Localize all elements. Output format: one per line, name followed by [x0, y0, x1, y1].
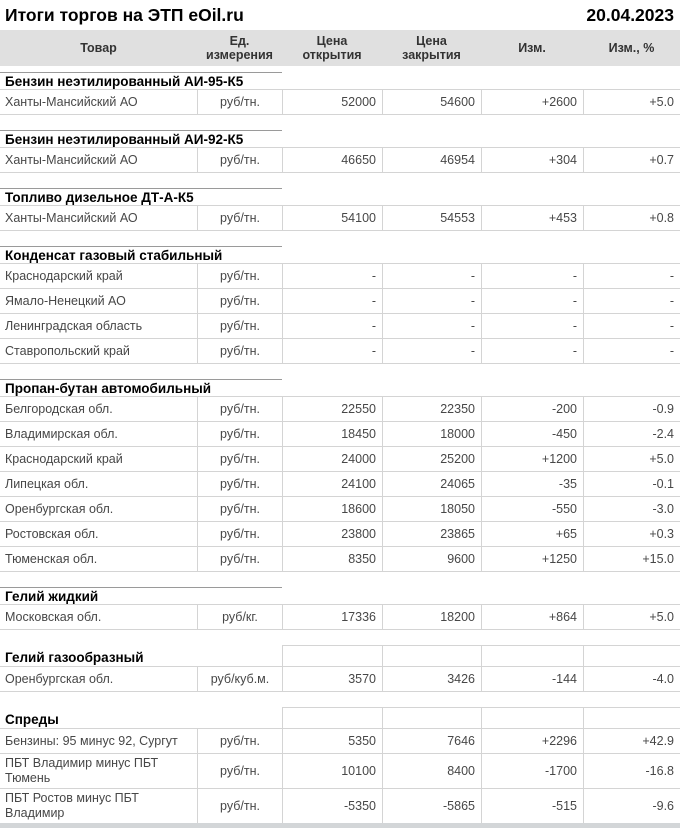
- section-top-border: [0, 246, 282, 247]
- open-price-cell: 54100: [282, 206, 382, 230]
- section: [0, 645, 680, 692]
- change-pct-cell: +0.8: [583, 206, 680, 230]
- unit-cell: руб/тн.: [197, 754, 282, 788]
- close-price-cell: 23865: [382, 522, 481, 546]
- table-row: [0, 789, 680, 824]
- product-cell: Тюменская обл.: [5, 551, 98, 566]
- close-price-cell: 54600: [382, 90, 481, 114]
- section-top-border: [0, 130, 282, 131]
- open-price-cell: 22550: [282, 397, 382, 421]
- change-cell: +2296: [481, 729, 583, 753]
- close-price-cell: 18000: [382, 422, 481, 446]
- product-cell: Оренбургская обл.: [5, 501, 114, 516]
- change-cell: +864: [481, 605, 583, 629]
- column-header-product: Товар: [80, 41, 117, 55]
- change-pct-cell: -2.4: [583, 422, 680, 446]
- product-cell: ПБТ Ростов минус ПБТ Владимир: [5, 791, 139, 820]
- title-bar: [0, 0, 680, 30]
- column-header-change-pct: Изм., %: [608, 41, 655, 55]
- unit-cell: руб/тн.: [197, 497, 282, 521]
- close-price-cell: 3426: [382, 667, 481, 691]
- table-row: [0, 339, 680, 364]
- change-pct-cell: -16.8: [583, 754, 680, 788]
- results-table: [0, 72, 680, 824]
- unit-cell: руб/тн.: [197, 148, 282, 172]
- change-cell: +1250: [481, 547, 583, 571]
- section: [0, 587, 680, 630]
- product-cell: Ростовская обл.: [5, 526, 99, 541]
- unit-cell: руб/тн.: [197, 314, 282, 338]
- section: [0, 130, 680, 173]
- open-price-cell: -: [282, 339, 382, 363]
- open-price-cell: 18450: [282, 422, 382, 446]
- table-row: [0, 314, 680, 339]
- section-header-row: [0, 645, 680, 666]
- unit-cell: руб/тн.: [197, 90, 282, 114]
- close-price-cell: 8400: [382, 754, 481, 788]
- unit-cell: руб/тн.: [197, 472, 282, 496]
- section-title: Конденсат газовый стабильный: [5, 248, 223, 263]
- section-header-row: [0, 72, 680, 89]
- unit-cell: руб/куб.м.: [197, 667, 282, 691]
- close-price-cell: -: [382, 339, 481, 363]
- change-pct-cell: -0.1: [583, 472, 680, 496]
- product-cell: Ханты-Мансийский АО: [5, 152, 138, 167]
- section-header-row: [0, 130, 680, 147]
- open-price-cell: -: [282, 314, 382, 338]
- table-row: [0, 547, 680, 572]
- change-cell: -200: [481, 397, 583, 421]
- table-row: [0, 90, 680, 115]
- section-top-border: [0, 188, 282, 189]
- column-header-open-price: Цена открытия: [302, 34, 362, 62]
- open-price-cell: 52000: [282, 90, 382, 114]
- change-pct-cell: -: [583, 264, 680, 288]
- section-title: Бензин неэтилированный АИ-95-К5: [5, 74, 244, 89]
- section-rows: [0, 728, 680, 824]
- unit-cell: руб/тн.: [197, 522, 282, 546]
- section-header-empty-cell: [382, 707, 481, 728]
- table-row: [0, 729, 680, 754]
- product-cell: Белгородская обл.: [5, 401, 113, 416]
- section-header-empty-cell: [583, 707, 680, 728]
- open-price-cell: 17336: [282, 605, 382, 629]
- unit-cell: руб/тн.: [197, 397, 282, 421]
- table-column-header: [0, 30, 680, 66]
- table-row: [0, 754, 680, 789]
- section-top-border: [0, 587, 282, 588]
- close-price-cell: 24065: [382, 472, 481, 496]
- change-cell: -450: [481, 422, 583, 446]
- change-pct-cell: +15.0: [583, 547, 680, 571]
- table-row: [0, 148, 680, 173]
- product-cell: Липецкая обл.: [5, 476, 89, 491]
- table-row: [0, 264, 680, 289]
- change-cell: +1200: [481, 447, 583, 471]
- change-cell: -550: [481, 497, 583, 521]
- close-price-cell: 54553: [382, 206, 481, 230]
- section-top-border: [0, 379, 282, 380]
- table-row: [0, 422, 680, 447]
- open-price-cell: -: [282, 289, 382, 313]
- change-cell: -: [481, 314, 583, 338]
- section-title: Гелий жидкий: [5, 589, 99, 604]
- unit-cell: руб/тн.: [197, 547, 282, 571]
- close-price-cell: -5865: [382, 789, 481, 823]
- change-pct-cell: +0.3: [583, 522, 680, 546]
- product-cell: Ханты-Мансийский АО: [5, 210, 138, 225]
- section: [0, 379, 680, 572]
- open-price-cell: 46650: [282, 148, 382, 172]
- column-header-close-price: Цена закрытия: [402, 34, 461, 62]
- table-row: [0, 667, 680, 692]
- unit-cell: руб/тн.: [197, 729, 282, 753]
- open-price-cell: -5350: [282, 789, 382, 823]
- section: [0, 707, 680, 824]
- section-rows: [0, 263, 680, 364]
- close-price-cell: 18050: [382, 497, 481, 521]
- section-title: Спреды: [5, 712, 59, 727]
- product-cell: Оренбургская обл.: [5, 671, 114, 686]
- unit-cell: руб/тн.: [197, 339, 282, 363]
- section-rows: [0, 604, 680, 630]
- close-price-cell: 18200: [382, 605, 481, 629]
- open-price-cell: 8350: [282, 547, 382, 571]
- open-price-cell: 23800: [282, 522, 382, 546]
- section-header-row: [0, 587, 680, 604]
- section-rows: [0, 666, 680, 692]
- section-header-empty-cell: [481, 645, 583, 666]
- product-cell: ПБТ Владимир минус ПБТ Тюмень: [5, 756, 159, 785]
- open-price-cell: -: [282, 264, 382, 288]
- section-rows: [0, 396, 680, 572]
- section-header-empty-cell: [282, 707, 382, 728]
- section-title: Гелий газообразный: [5, 650, 144, 665]
- change-cell: -: [481, 289, 583, 313]
- section-header-empty-cell: [282, 645, 382, 666]
- table-row: [0, 522, 680, 547]
- unit-cell: руб/тн.: [197, 264, 282, 288]
- section-header-empty-cell: [583, 645, 680, 666]
- change-pct-cell: -: [583, 314, 680, 338]
- table-row: [0, 206, 680, 231]
- product-cell: Московская обл.: [5, 609, 102, 624]
- close-price-cell: 7646: [382, 729, 481, 753]
- table-row: [0, 605, 680, 630]
- section-header-row: [0, 246, 680, 263]
- unit-cell: руб/кг.: [197, 605, 282, 629]
- bottom-edge-bar: [0, 823, 680, 828]
- close-price-cell: -: [382, 264, 481, 288]
- table-row: [0, 497, 680, 522]
- product-cell: Ямало-Ненецкий АО: [5, 293, 126, 308]
- section-header-empty-cell: [481, 707, 583, 728]
- unit-cell: руб/тн.: [197, 447, 282, 471]
- product-cell: Владимирская обл.: [5, 426, 118, 441]
- change-cell: -144: [481, 667, 583, 691]
- change-pct-cell: +5.0: [583, 90, 680, 114]
- change-cell: -515: [481, 789, 583, 823]
- section-title: Пропан-бутан автомобильный: [5, 381, 212, 396]
- page-title: Итоги торгов на ЭТП eOil.ru: [5, 5, 244, 25]
- section-rows: [0, 89, 680, 115]
- section-header-empty-cell: [382, 645, 481, 666]
- change-cell: +65: [481, 522, 583, 546]
- unit-cell: руб/тн.: [197, 206, 282, 230]
- table-row: [0, 472, 680, 497]
- open-price-cell: 3570: [282, 667, 382, 691]
- change-pct-cell: +5.0: [583, 447, 680, 471]
- change-pct-cell: -: [583, 289, 680, 313]
- change-pct-cell: -9.6: [583, 789, 680, 823]
- section-header-row: [0, 707, 680, 728]
- column-header-change: Изм.: [518, 41, 546, 55]
- change-cell: -35: [481, 472, 583, 496]
- section-header-row: [0, 379, 680, 396]
- section: [0, 72, 680, 115]
- unit-cell: руб/тн.: [197, 789, 282, 823]
- change-pct-cell: -4.0: [583, 667, 680, 691]
- change-cell: +2600: [481, 90, 583, 114]
- close-price-cell: 46954: [382, 148, 481, 172]
- close-price-cell: 22350: [382, 397, 481, 421]
- change-cell: -1700: [481, 754, 583, 788]
- open-price-cell: 5350: [282, 729, 382, 753]
- section: [0, 246, 680, 364]
- product-cell: Ленинградская область: [5, 318, 143, 333]
- section-rows: [0, 147, 680, 173]
- unit-cell: руб/тн.: [197, 422, 282, 446]
- change-cell: +304: [481, 148, 583, 172]
- close-price-cell: 9600: [382, 547, 481, 571]
- close-price-cell: -: [382, 289, 481, 313]
- table-row: [0, 289, 680, 314]
- product-cell: Ханты-Мансийский АО: [5, 94, 138, 109]
- product-cell: Бензины: 95 минус 92, Сургут: [5, 733, 178, 748]
- close-price-cell: -: [382, 314, 481, 338]
- section-title: Топливо дизельное ДТ-А-К5: [5, 190, 194, 205]
- open-price-cell: 10100: [282, 754, 382, 788]
- open-price-cell: 18600: [282, 497, 382, 521]
- open-price-cell: 24000: [282, 447, 382, 471]
- section-top-border: [0, 72, 282, 73]
- column-header-unit: Ед. измерения: [206, 34, 273, 62]
- open-price-cell: 24100: [282, 472, 382, 496]
- unit-cell: руб/тн.: [197, 289, 282, 313]
- close-price-cell: 25200: [382, 447, 481, 471]
- table-row: [0, 397, 680, 422]
- product-cell: Ставропольский край: [5, 343, 130, 358]
- section-rows: [0, 205, 680, 231]
- product-cell: Краснодарский край: [5, 268, 123, 283]
- report-date: 20.04.2023: [586, 5, 674, 25]
- change-cell: -: [481, 339, 583, 363]
- table-row: [0, 447, 680, 472]
- change-cell: -: [481, 264, 583, 288]
- change-pct-cell: +5.0: [583, 605, 680, 629]
- change-pct-cell: +0.7: [583, 148, 680, 172]
- section: [0, 188, 680, 231]
- change-pct-cell: -0.9: [583, 397, 680, 421]
- change-cell: +453: [481, 206, 583, 230]
- section-header-row: [0, 188, 680, 205]
- product-cell: Краснодарский край: [5, 451, 123, 466]
- change-pct-cell: +42.9: [583, 729, 680, 753]
- section-title: Бензин неэтилированный АИ-92-К5: [5, 132, 244, 147]
- change-pct-cell: -3.0: [583, 497, 680, 521]
- change-pct-cell: -: [583, 339, 680, 363]
